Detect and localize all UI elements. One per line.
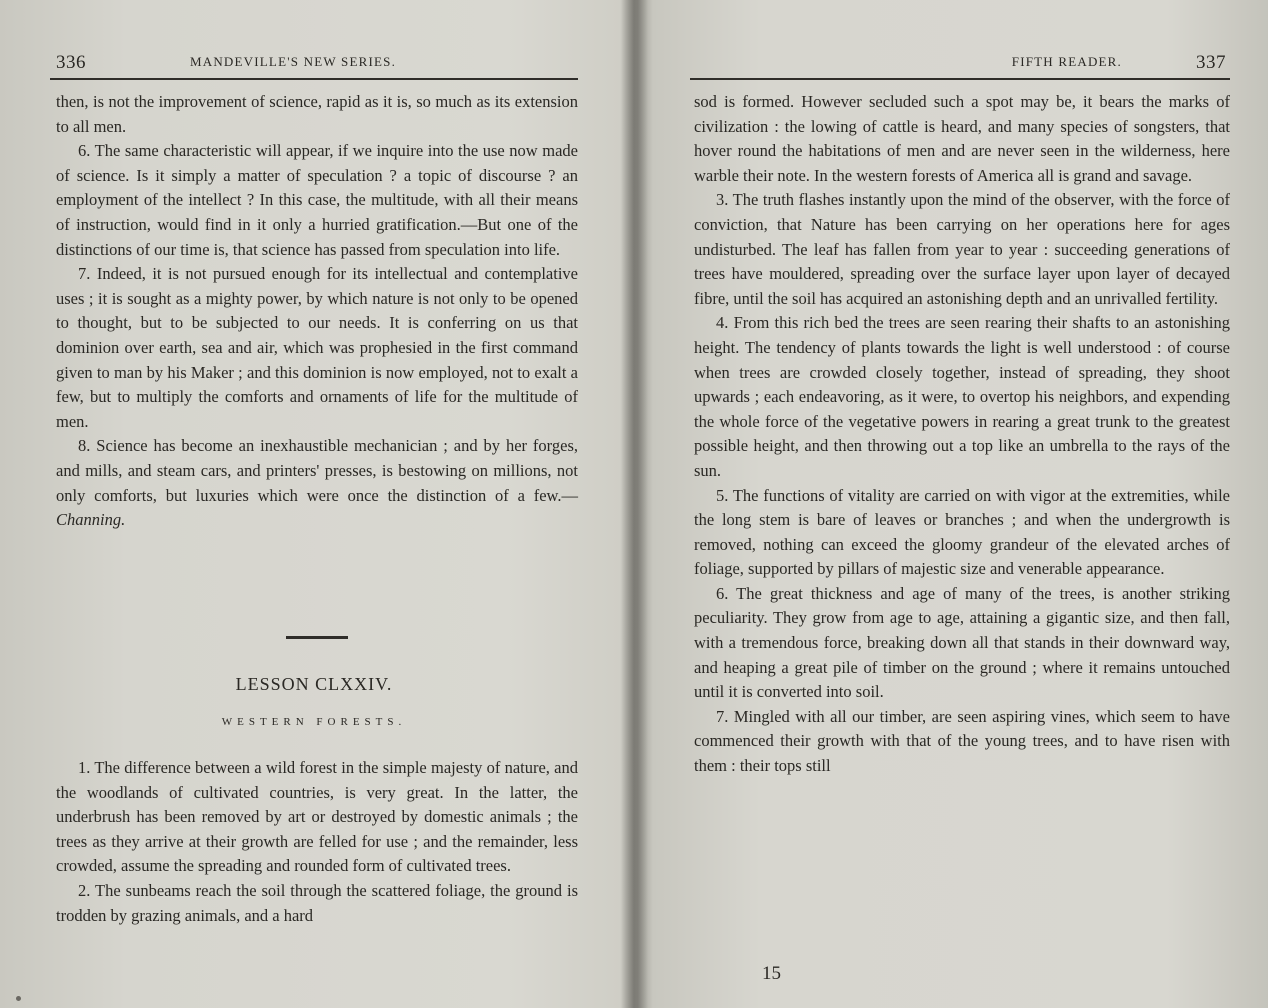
- right-page-number: 337: [1196, 52, 1226, 73]
- left-page-number: 336: [56, 52, 86, 73]
- left-running-head: MANDEVILLE'S NEW SERIES.: [190, 54, 397, 69]
- attribution: Channing.: [56, 510, 126, 530]
- paragraph: 6. The same characteristic will appear, if we inquire into the use now made of science. Is it simply a matter of speculation ? a topic of discourse ? an employment of the intellect ? In this case, the multitude, with all their means of instruction, would find in it only a hurried gratification.—But one of the distinctions of our time is, that science has passed from speculation into life.: [56, 141, 578, 259]
- right-page: [690, 0, 1230, 1008]
- page-speck: [16, 996, 21, 1001]
- signature-mark: 15: [762, 963, 781, 984]
- section-divider: [286, 636, 348, 639]
- right-page-header: [690, 42, 1230, 80]
- paragraph: 7. Indeed, it is not pursued enough for its intellectual and contemplative uses ; it is sought as a mighty power, by which nature is not only to be opened to thought, but to be subjected to our needs. It is conferring on us that dominion over earth, sea and air, which was prophesied in the first command given to man by his Maker ; and this dominion is now employed, not to exalt a few, but to multiply the comforts and ornaments of life for the multitude of men.: [56, 264, 578, 431]
- book-gutter: [620, 0, 648, 1008]
- left-page-header: [50, 42, 578, 80]
- right-running-head: FIFTH READER.: [1011, 54, 1122, 69]
- paragraph: 7. Mingled with all our timber, are seen aspiring vines, which seem to have commenced their growth with that of the young trees, and to have risen with them : their tops still: [694, 706, 1230, 776]
- right-page-body: [694, 90, 1230, 779]
- paragraph: 2. The sunbeams reach the soil through the scattered foliage, the ground is trodden by grazing animals, and a hard: [56, 880, 578, 925]
- paragraph: 4. From this rich bed the trees are seen rearing their shafts to an astonishing height. The tendency of plants towards the light is well understood : of course when trees are crowded closely together, instead of spreading, they shoot upwards ; each endeavoring, as it were, to overtop his neighbors, and expending the whole force of the vegetative powers in rearing a great trunk to the greatest possible height, and then throwing out a top like an umbrella to the rays of the sun.: [694, 313, 1230, 480]
- paragraph: sod is formed. However secluded such a spot may be, it bears the marks of civilization : the lowing of cattle is heard, and many species of songsters, that hover round the habitations of men and are never seen in the wilderness, here warble their note. In the western forests of America all is grand and savage.: [694, 92, 1230, 185]
- lesson-title: LESSON CLXXIV.: [235, 674, 393, 694]
- left-page: [50, 0, 578, 1008]
- left-page-body: [56, 90, 578, 533]
- paragraph: 1. The difference between a wild forest in the simple majesty of nature, and the woodlands of cultivated countries, is very great. In the latter, the underbrush has been removed by art or destroyed by domestic animals ; the trees as they arrive at their growth are felled for use ; and the remainder, less crowded, assume the spreading and rounded form of cultivated trees.: [56, 758, 578, 876]
- lesson-body: [56, 756, 578, 928]
- paragraph: 6. The great thickness and age of many of the trees, is another striking peculiarity. They grow from age to age, attaining a gigantic size, and then fall, with a tremendous force, breaking down all that stands in their downward way, and heaping a great pile of timber on the ground ; where it remains untouched until it is converted into soil.: [694, 583, 1230, 702]
- paragraph: 8. Science has become an inexhaustible mechanician ; and by her forges, and mills, and steam cars, and printers' presses, is bestowing on millions, not only comforts, but luxuries which were once the distinction of a few.—Channing.: [56, 436, 578, 530]
- paragraph: then, is not the improvement of science, rapid as it is, so much as its extension to all men.: [56, 92, 578, 136]
- paragraph: 5. The functions of vitality are carried on with vigor at the extremities, while the long stem is bare of leaves or branches ; and when the undergrowth is removed, nothing can exceed the gloomy grandeur of the elevated arches of foliage, supported by pillars of majestic size and venerable appearance.: [694, 485, 1230, 579]
- paragraph: 3. The truth flashes instantly upon the mind of the observer, with the force of conviction, that Nature has been carrying on her operations here for ages undisturbed. The leaf has fallen from year to year : succeeding generations of trees have mouldered, spreading over the surface layer upon layer of decayed fibre, until the soil has acquired an astonishing depth and an unrivalled fertility.: [694, 190, 1230, 308]
- lesson-subtitle: WESTERN FORESTS.: [221, 716, 407, 728]
